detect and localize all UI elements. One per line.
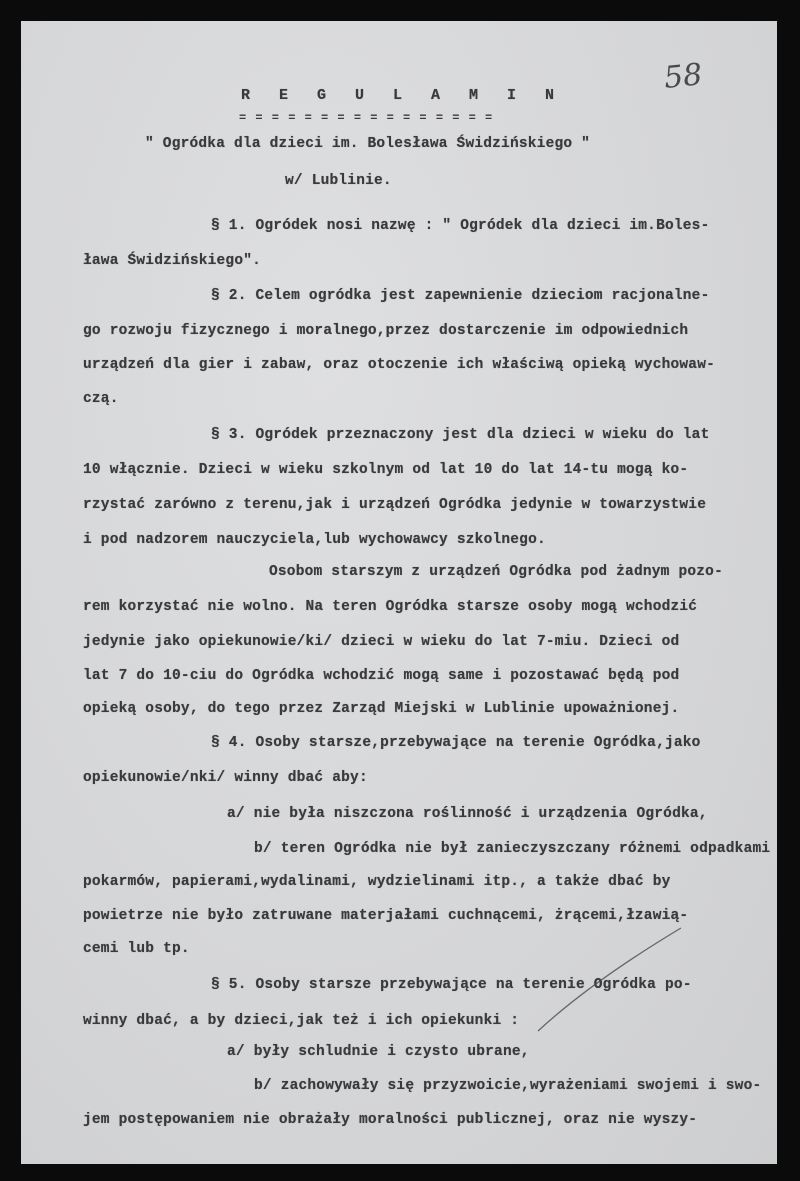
paragraph-2-line: go rozwoju fizycznego i moralnego,przez dostarczenie im odpowiednich [83,323,689,339]
pen-mark-icon [536,926,686,1036]
paragraph-5-line: winny dbać, a by dzieci,jak też i ich opiekunki : [83,1013,520,1029]
paragraph-4-item: a/ nie była niszczona roślinność i urządzenia Ogródka, [227,806,708,822]
paragraph-3b-line: rem korzystać nie wolno. Na teren Ogródka starsze osoby mogą wchodzić [83,599,698,615]
document-page [21,21,777,1164]
paragraph-4-item-line: pokarmów, papierami,wydalinami, wydzielinami itp., a także dbać by [83,874,671,890]
paragraph-2-line: § 2. Celem ogródka jest zapewnienie dzieciom racjonalne- [211,288,710,304]
paragraph-5-line: § 5. Osoby starsze przebywające na terenie Ogródka po- [211,977,692,993]
paragraph-3b-line: lat 7 do 10-ciu do Ogródka wchodzić mogą same i pozostawać będą pod [83,668,680,684]
paragraph-2-line: czą. [83,391,119,407]
paragraph-5-item: b/ zachowywały się przyzwoicie,wyrażeniami swojemi i swo- [254,1078,762,1094]
page-number: 58 [662,57,704,96]
paragraph-3b-line: Osobom starszym z urządzeń Ogródka pod żadnym pozo- [269,564,723,580]
title-underline: = = = = = = = = = = = = = = = = [239,111,494,125]
paragraph-5-item: a/ były schludnie i czysto ubrane, [227,1044,530,1060]
paragraph-4-item: b/ teren Ogródka nie był zanieczyszczany różnemi odpadkami [254,841,771,857]
paragraph-4-item-line: powietrze nie było zatruwane materjałami cuchnącemi, żrącemi,łzawią- [83,908,689,924]
paragraph-1-line: ława Świdzińskiego". [83,253,262,269]
paragraph-3b-line: jedynie jako opiekunowie/ki/ dzieci w wieku do lat 7-miu. Dzieci od [83,634,680,650]
paragraph-3-line: 10 włącznie. Dzieci w wieku szkolnym od lat 10 do lat 14-tu mogą ko- [83,462,689,478]
paragraph-4-line: § 4. Osoby starsze,przebywające na terenie Ogródka,jako [211,735,701,751]
paragraph-5-item-line: jem postępowaniem nie obrażały moralności publicznej, oraz nie wyszy- [83,1112,698,1128]
paragraph-4-item-line: cemi lub tp. [83,941,190,957]
paragraph-1-line: § 1. Ogródek nosi nazwę : " Ogródek dla dzieci im.Boles- [211,218,710,234]
paragraph-3b-line: opieką osoby, do tego przez Zarząd Miejski w Lublinie upoważnionej. [83,701,680,717]
paragraph-2-line: urządzeń dla gier i zabaw, oraz otoczenie ich właściwą opieką wychowaw- [83,357,716,373]
paragraph-3-line: § 3. Ogródek przeznaczony jest dla dzieci w wieku do lat [211,427,710,443]
paragraph-3-line: i pod nadzorem nauczyciela,lub wychowawcy szkolnego. [83,532,546,548]
subtitle-line-2: w/ Lublinie. [285,173,392,189]
subtitle-line-1: " Ogródka dla dzieci im. Bolesława Świdzińskiego " [145,136,591,152]
paragraph-4-line: opiekunowie/nki/ winny dbać aby: [83,770,368,786]
paragraph-3-line: rzystać zarówno z terenu,jak i urządzeń Ogródka jedynie w towarzystwie [83,497,707,513]
document-title: R E G U L A M I N [241,87,565,104]
